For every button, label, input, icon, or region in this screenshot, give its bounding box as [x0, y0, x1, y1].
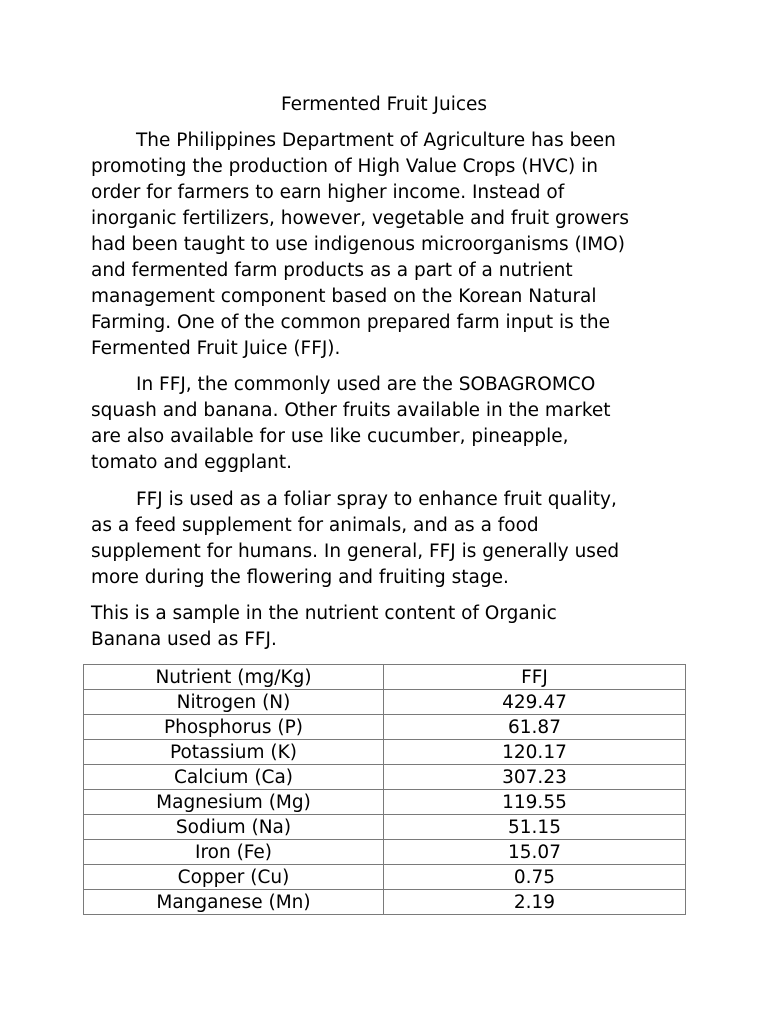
nutrient-name-cell: Copper (Cu)	[84, 865, 384, 890]
paragraph-hvc-promotion	[91, 128, 691, 362]
nutrient-name-cell: Calcium (Ca)	[84, 765, 384, 790]
paragraph-line: tomato and eggplant.	[91, 452, 293, 473]
table-row	[84, 790, 686, 815]
table-row	[84, 740, 686, 765]
paragraph-line: management component based on the Korean Natural	[91, 286, 597, 307]
nutrient-value-cell: 61.87	[384, 715, 686, 740]
nutrient-value-cell: 0.75	[384, 865, 686, 890]
nutrient-name-cell: Manganese (Mn)	[84, 890, 384, 915]
nutrient-value-cell: 15.07	[384, 840, 686, 865]
nutrient-name-cell: Sodium (Na)	[84, 815, 384, 840]
nutrient-name-cell: Phosphorus (P)	[84, 715, 384, 740]
nutrient-name-cell: Iron (Fe)	[84, 840, 384, 865]
nutrient-value-cell: 51.15	[384, 815, 686, 840]
nutrient-name-cell: Nitrogen (N)	[84, 690, 384, 715]
table-row	[84, 865, 686, 890]
column-header-ffj: FFJ	[384, 665, 686, 690]
table-row	[84, 765, 686, 790]
column-header-nutrient: Nutrient (mg/Kg)	[84, 665, 384, 690]
paragraph-line: In FFJ, the commonly used are the SOBAGROMCO	[136, 374, 596, 395]
nutrient-name-cell: Magnesium (Mg)	[84, 790, 384, 815]
paragraph-line: squash and banana. Other fruits available in the market	[91, 400, 611, 421]
nutrient-value-cell: 307.23	[384, 765, 686, 790]
paragraph-line: Farming. One of the common prepared farm input is the	[91, 312, 611, 333]
paragraph-line: The Philippines Department of Agriculture has been	[136, 130, 616, 151]
nutrient-table	[83, 664, 686, 915]
nutrient-name-cell: Potassium (K)	[84, 740, 384, 765]
paragraph-line: Fermented Fruit Juice (FFJ).	[91, 338, 341, 359]
paragraph-ffj-fruits	[91, 372, 691, 476]
table-row	[84, 815, 686, 840]
paragraph-line: inorganic fertilizers, however, vegetable and fruit growers	[91, 208, 629, 229]
table-row	[84, 690, 686, 715]
paragraph-line: Banana used as FFJ.	[91, 629, 277, 650]
paragraph-ffj-uses	[91, 487, 691, 591]
paragraph-line: as a feed supplement for animals, and as a food	[91, 515, 539, 536]
paragraph-line: are also available for use like cucumber, pineapple,	[91, 426, 569, 447]
table-row	[84, 715, 686, 740]
paragraph-line: more during the flowering and fruiting stage.	[91, 567, 509, 588]
nutrient-value-cell: 119.55	[384, 790, 686, 815]
paragraph-line: had been taught to use indigenous microorganisms (IMO)	[91, 234, 625, 255]
paragraph-line: order for farmers to earn higher income. Instead of	[91, 182, 565, 203]
paragraph-line: supplement for humans. In general, FFJ is generally used	[91, 541, 620, 562]
nutrient-value-cell: 429.47	[384, 690, 686, 715]
paragraph-line: promoting the production of High Value Crops (HVC) in	[91, 156, 598, 177]
nutrient-value-cell: 120.17	[384, 740, 686, 765]
paragraph-line: This is a sample in the nutrient content of Organic	[91, 603, 557, 624]
paragraph-table-intro	[91, 601, 691, 653]
table-header-row	[84, 665, 686, 690]
table-row	[84, 890, 686, 915]
paragraph-line: and fermented farm products as a part of a nutrient	[91, 260, 573, 281]
paragraph-line: FFJ is used as a foliar spray to enhance fruit quality,	[136, 489, 617, 510]
document-title: Fermented Fruit Juices	[280, 94, 488, 115]
nutrient-value-cell: 2.19	[384, 890, 686, 915]
table-row	[84, 840, 686, 865]
